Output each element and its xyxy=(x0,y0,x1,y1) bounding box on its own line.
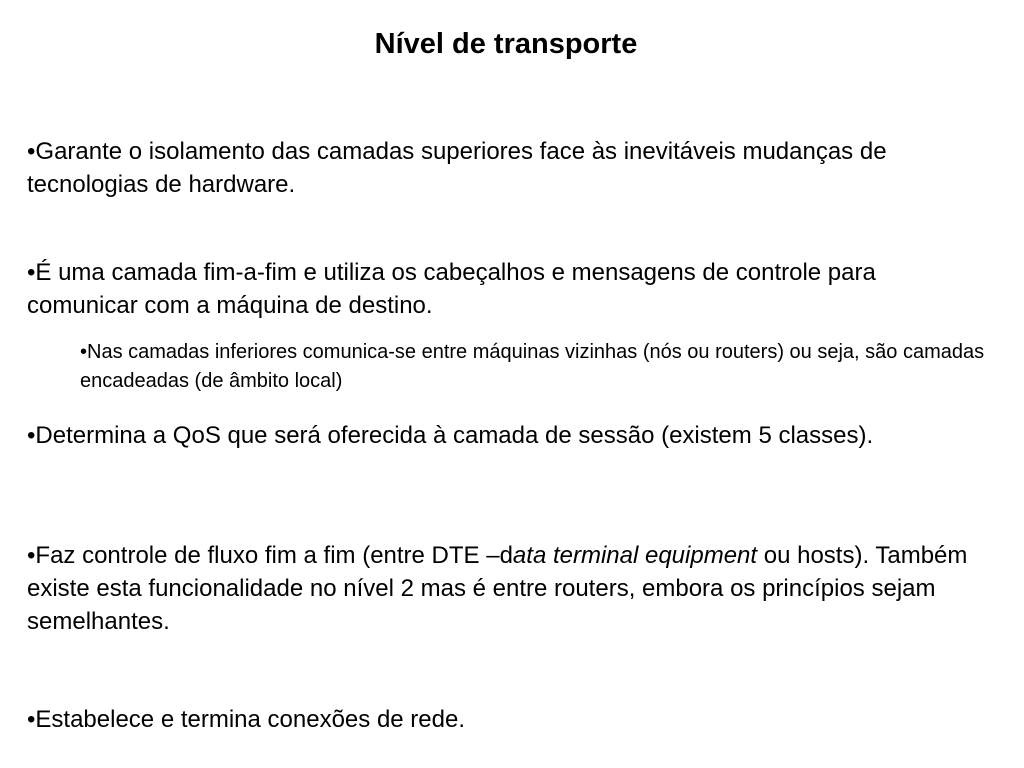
bullet-connections xyxy=(27,703,987,736)
bullet-marker: • xyxy=(80,341,88,363)
bullet-marker: • xyxy=(27,706,36,733)
bullet-text-italic: ata terminal equipment xyxy=(512,542,758,569)
bullet-text-after: ou hosts). Também existe esta funcionalidade no nível 2 mas é entre routers, embora os princípios sejam semelhantes. xyxy=(27,542,968,635)
bullet-text: Estabelece e termina conexões de rede. xyxy=(35,706,466,733)
bullet-text: Garante o isolamento das camadas superiores face às inevitáveis mudanças de tecnologias de hardware. xyxy=(27,138,887,198)
bullet-end-to-end xyxy=(27,256,987,322)
bullet-marker: • xyxy=(27,542,36,569)
bullet-marker: • xyxy=(27,138,36,165)
slide-title: Nível de transporte xyxy=(374,28,638,60)
bullet-text: Determina a QoS que será oferecida à camada de sessão (existem 5 classes). xyxy=(35,422,874,449)
bullet-marker: • xyxy=(27,259,36,286)
bullet-isolation xyxy=(27,135,987,201)
bullet-marker: • xyxy=(27,422,36,449)
sub-bullet-lower-layers xyxy=(80,338,1010,396)
bullet-flow-control xyxy=(27,539,987,638)
bullet-text-before: Faz controle de fluxo fim a fim (entre DTE –d xyxy=(35,542,513,569)
bullet-qos xyxy=(27,419,987,452)
bullet-text: É uma camada fim-a-fim e utiliza os cabeçalhos e mensagens de controle para comunicar com a máquina de destino. xyxy=(27,259,876,319)
bullet-text: Nas camadas inferiores comunica-se entre máquinas vizinhas (nós ou routers) ou seja, são camadas encadeadas (de âmbito local) xyxy=(80,341,985,392)
